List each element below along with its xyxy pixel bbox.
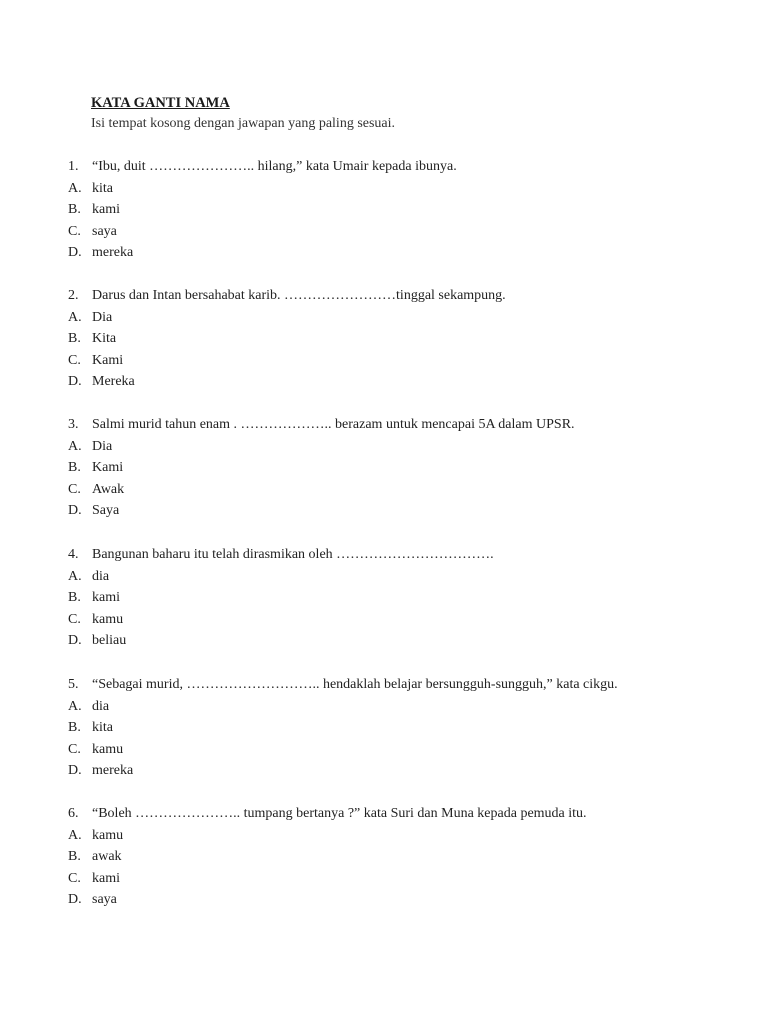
- question-number: 3.: [68, 417, 79, 432]
- option-d: [0, 760, 768, 782]
- question-line: [0, 414, 768, 436]
- option-a: [0, 436, 768, 458]
- question-line: [0, 674, 768, 696]
- option-letter: A.: [68, 438, 82, 454]
- option-letter: B.: [68, 720, 81, 736]
- option-c: [0, 479, 768, 501]
- option-a: [0, 696, 768, 718]
- question-6: [0, 803, 768, 911]
- option-letter: C.: [68, 611, 81, 627]
- option-c: [0, 739, 768, 761]
- option-text: Kita: [92, 331, 117, 347]
- question-2: [0, 285, 768, 393]
- option-text: Dia: [92, 438, 113, 454]
- option-text: dia: [92, 698, 110, 714]
- option-c: [0, 350, 768, 372]
- question-5: [0, 674, 768, 782]
- question-line: [0, 544, 768, 566]
- option-text: Kami: [92, 352, 124, 368]
- option-text: dia: [92, 568, 110, 584]
- option-letter: D.: [68, 503, 82, 519]
- question-number: 1.: [68, 159, 79, 174]
- option-letter: C.: [68, 741, 81, 757]
- option-letter: A.: [68, 698, 82, 714]
- option-text: mereka: [92, 763, 134, 779]
- option-d: [0, 371, 768, 393]
- question-number: 2.: [68, 288, 79, 303]
- question-text: Darus dan Intan bersahabat karib. ……………………tinggal sekampung.: [92, 288, 506, 303]
- option-c: [0, 868, 768, 890]
- option-c: [0, 609, 768, 631]
- question-line: [0, 156, 768, 178]
- option-text: kita: [92, 180, 113, 196]
- option-text: beliau: [92, 633, 127, 649]
- option-text: kami: [92, 870, 120, 886]
- question-text: “Boleh ………………….. tumpang bertanya ?” kata Suri dan Muna kepada pemuda itu.: [92, 806, 587, 821]
- option-text: kamu: [92, 741, 124, 757]
- option-text: Awak: [92, 481, 125, 497]
- option-letter: A.: [68, 568, 82, 584]
- option-letter: A.: [68, 309, 82, 325]
- question-number: 4.: [68, 547, 79, 562]
- question-3: [0, 414, 768, 522]
- question-1: [0, 156, 768, 264]
- option-d: [0, 889, 768, 911]
- option-text: awak: [92, 849, 122, 865]
- option-letter: D.: [68, 763, 82, 779]
- option-letter: A.: [68, 827, 82, 843]
- question-number: 6.: [68, 806, 79, 821]
- question-text: Salmi murid tahun enam . ……………….. berazam untuk mencapai 5A dalam UPSR.: [92, 417, 575, 432]
- option-text: kamu: [92, 611, 124, 627]
- option-b: [0, 846, 768, 868]
- option-b: [0, 328, 768, 350]
- question-number: 5.: [68, 677, 79, 692]
- option-text: Saya: [92, 503, 120, 519]
- option-letter: D.: [68, 374, 82, 390]
- option-d: [0, 242, 768, 264]
- option-letter: C.: [68, 223, 81, 239]
- option-text: saya: [92, 223, 117, 239]
- option-letter: A.: [68, 180, 82, 196]
- question-text: “Sebagai murid, ……………………….. hendaklah belajar bersungguh-sungguh,” kata cikgu.: [92, 677, 618, 692]
- worksheet-instruction: Isi tempat kosong dengan jawapan yang paling sesuai.: [91, 116, 396, 131]
- option-text: kita: [92, 720, 113, 736]
- option-a: [0, 566, 768, 588]
- option-text: kamu: [92, 827, 124, 843]
- option-text: Dia: [92, 309, 113, 325]
- option-letter: D.: [68, 633, 82, 649]
- option-letter: B.: [68, 590, 81, 606]
- question-text: “Ibu, duit ………………….. hilang,” kata Umair kepada ibunya.: [92, 159, 457, 174]
- question-line: [0, 285, 768, 307]
- option-letter: C.: [68, 870, 81, 886]
- question-line: [0, 803, 768, 825]
- option-text: mereka: [92, 245, 134, 261]
- option-text: saya: [92, 892, 117, 908]
- option-text: kami: [92, 590, 120, 606]
- option-a: [0, 825, 768, 847]
- option-text: Kami: [92, 460, 124, 476]
- option-letter: B.: [68, 202, 81, 218]
- option-letter: D.: [68, 245, 82, 261]
- option-a: [0, 307, 768, 329]
- option-letter: C.: [68, 352, 81, 368]
- option-letter: B.: [68, 460, 81, 476]
- option-text: kami: [92, 202, 120, 218]
- option-b: [0, 717, 768, 739]
- option-letter: D.: [68, 892, 82, 908]
- worksheet-title: KATA GANTI NAMA: [91, 95, 230, 111]
- question-text: Bangunan baharu itu telah dirasmikan oleh …………………………….: [92, 547, 494, 562]
- option-b: [0, 457, 768, 479]
- option-d: [0, 500, 768, 522]
- option-letter: B.: [68, 849, 81, 865]
- option-b: [0, 587, 768, 609]
- question-4: [0, 544, 768, 652]
- option-letter: B.: [68, 331, 81, 347]
- option-text: Mereka: [92, 374, 135, 390]
- option-a: [0, 178, 768, 200]
- option-letter: C.: [68, 481, 81, 497]
- option-b: [0, 199, 768, 221]
- option-c: [0, 221, 768, 243]
- option-d: [0, 630, 768, 652]
